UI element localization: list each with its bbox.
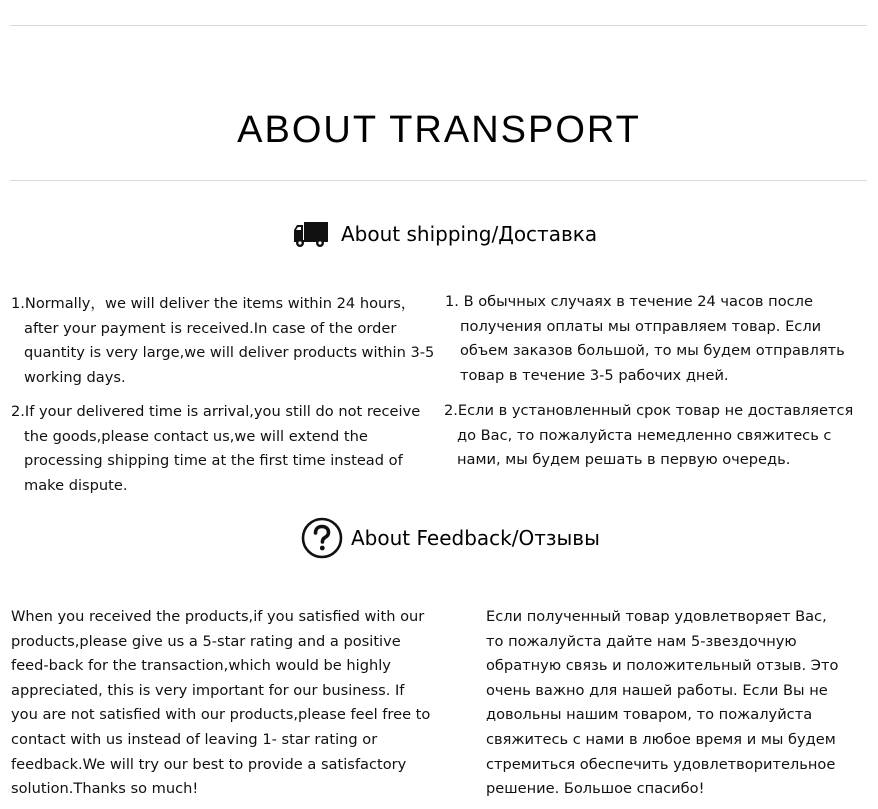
shipping-en-paragraph-1: 1.Normally，we will deliver the items within 24 hours，after your payment is received.In case of the order quantity is very large,we will deliver products within 3-5 working days. bbox=[11, 295, 435, 386]
shipping-ru-paragraph-1: 1. В обычных случаях в течение 24 часов после получения оплаты мы отправляем товар. Если объем заказов большой, то мы будем отправлять товар в течение 3-5 рабочих дней. bbox=[445, 293, 845, 384]
feedback-ru-paragraph: Если полученный товар удовлетворяет Вас, то пожалуйста дайте нам 5-звездочную обратную связь и положительный отзыв. Это очень важно для нашей работы. Если Вы не довольны нашим товаром, то пожалуйста свяжитесь с нами в любое время и мы будем стремиться обеспечить удовлетворительное решение. Большое спасибо! bbox=[486, 608, 839, 798]
feedback-heading bbox=[301, 515, 600, 561]
shipping-en-paragraph-2: 2.If your delivered time is arrival,you still do not receive the goods,please contact us,we will extend the processing shipping time at the first time instead of make dispute. bbox=[11, 403, 421, 494]
top-divider bbox=[10, 25, 867, 26]
title-divider bbox=[10, 180, 867, 181]
feedback-heading-label: About Feedback/Отзывы bbox=[351, 526, 600, 550]
shipping-heading bbox=[293, 216, 597, 252]
page-title: ABOUT TRANSPORT bbox=[237, 109, 641, 152]
shipping-heading-label: About shipping/Доставка bbox=[341, 222, 598, 246]
question-circle-icon bbox=[301, 517, 343, 559]
feedback-en-paragraph: When you received the products,if you satisfied with our products,please give us a 5-star rating and a positive feed-back for the transaction,which would be highly appreciated, this is very important for our business. If you are not satisfied with our products,please feel free to contact with us instead of leaving 1- star rating or feedback.We will try our best to provide a satisfactory solution.Thanks so much! bbox=[11, 608, 431, 798]
shipping-ru-paragraph-2: 2.Если в установленный срок товар не доставляется до Вас, то пожалуйста немедленно свяжитесь с нами, мы будем решать в первую очередь. bbox=[444, 402, 854, 469]
truck-icon bbox=[293, 220, 329, 248]
